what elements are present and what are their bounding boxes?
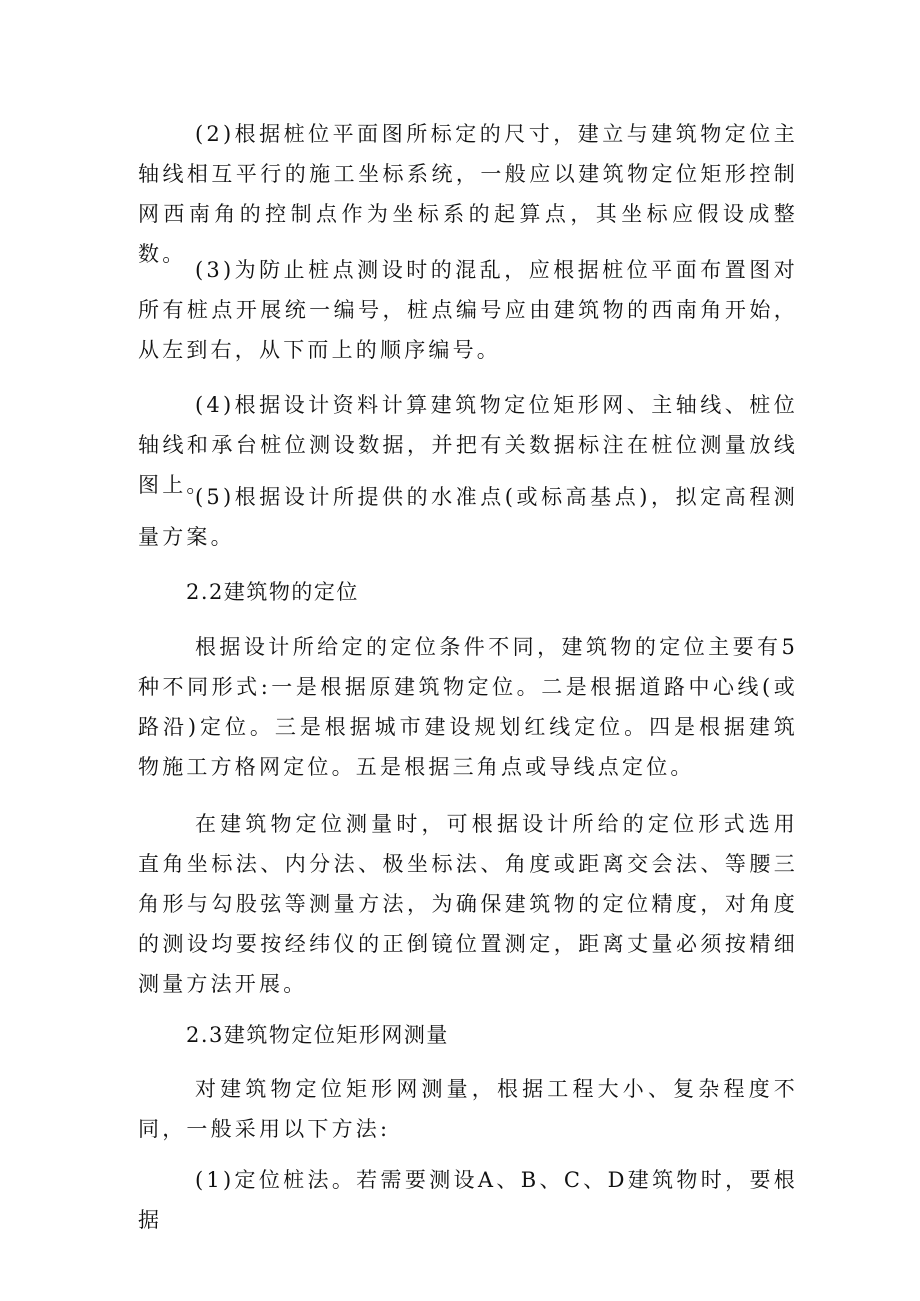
section-heading-2-3: 2.3建筑物定位矩形网测量 (186, 1023, 449, 1047)
paragraph-1-stake-method: (1)定位桩法。若需要测设A、B、C、D建筑物时，要根据 (138, 1168, 798, 1232)
paragraph-4: (4)根据设计资料计算建筑物定位矩形网、主轴线、桩位轴线和承台桩位测设数据，并把有关数据标注在桩位测量放线图上。 (138, 393, 798, 497)
paragraph-positioning-methods: 在建筑物定位测量时，可根据设计所给的定位形式选用直角坐标法、内分法、极坐标法、角度或距离交会法、等腰三角形与勾股弦等测量方法，为确保建筑物的定位精度，对角度的测设均要按经纬仪的正倒镜位置测定，距离丈量必须按精细测量方法开展。 (138, 812, 798, 996)
paragraph-rectangle-network: 对建筑物定位矩形网测量，根据工程大小、复杂程度不同，一般采用以下方法: (138, 1077, 798, 1141)
paragraph-positioning-forms: 根据设计所给定的定位条件不同，建筑物的定位主要有5种不同形式:一是根据原建筑物定位。二是根据道路中心线(或路沿)定位。三是根据城市建设规划红线定位。四是根据建筑物施工方格网定位。五是根据三角点或导线点定位。 (138, 635, 798, 779)
section-heading-2-2: 2.2建筑物的定位 (186, 580, 359, 604)
paragraph-5: (5)根据设计所提供的水准点(或标高基点)，拟定高程测量方案。 (138, 485, 798, 549)
paragraph-3: (3)为防止桩点测设时的混乱，应根据桩位平面布置图对所有桩点开展统一编号，桩点编号应由建筑物的西南角开始，从左到右，从下而上的顺序编号。 (138, 258, 798, 362)
paragraph-2: (2)根据桩位平面图所标定的尺寸，建立与建筑物定位主轴线相互平行的施工坐标系统，一般应以建筑物定位矩形控制网西南角的控制点作为坐标系的起算点，其坐标应假设成整数。 (138, 122, 798, 266)
